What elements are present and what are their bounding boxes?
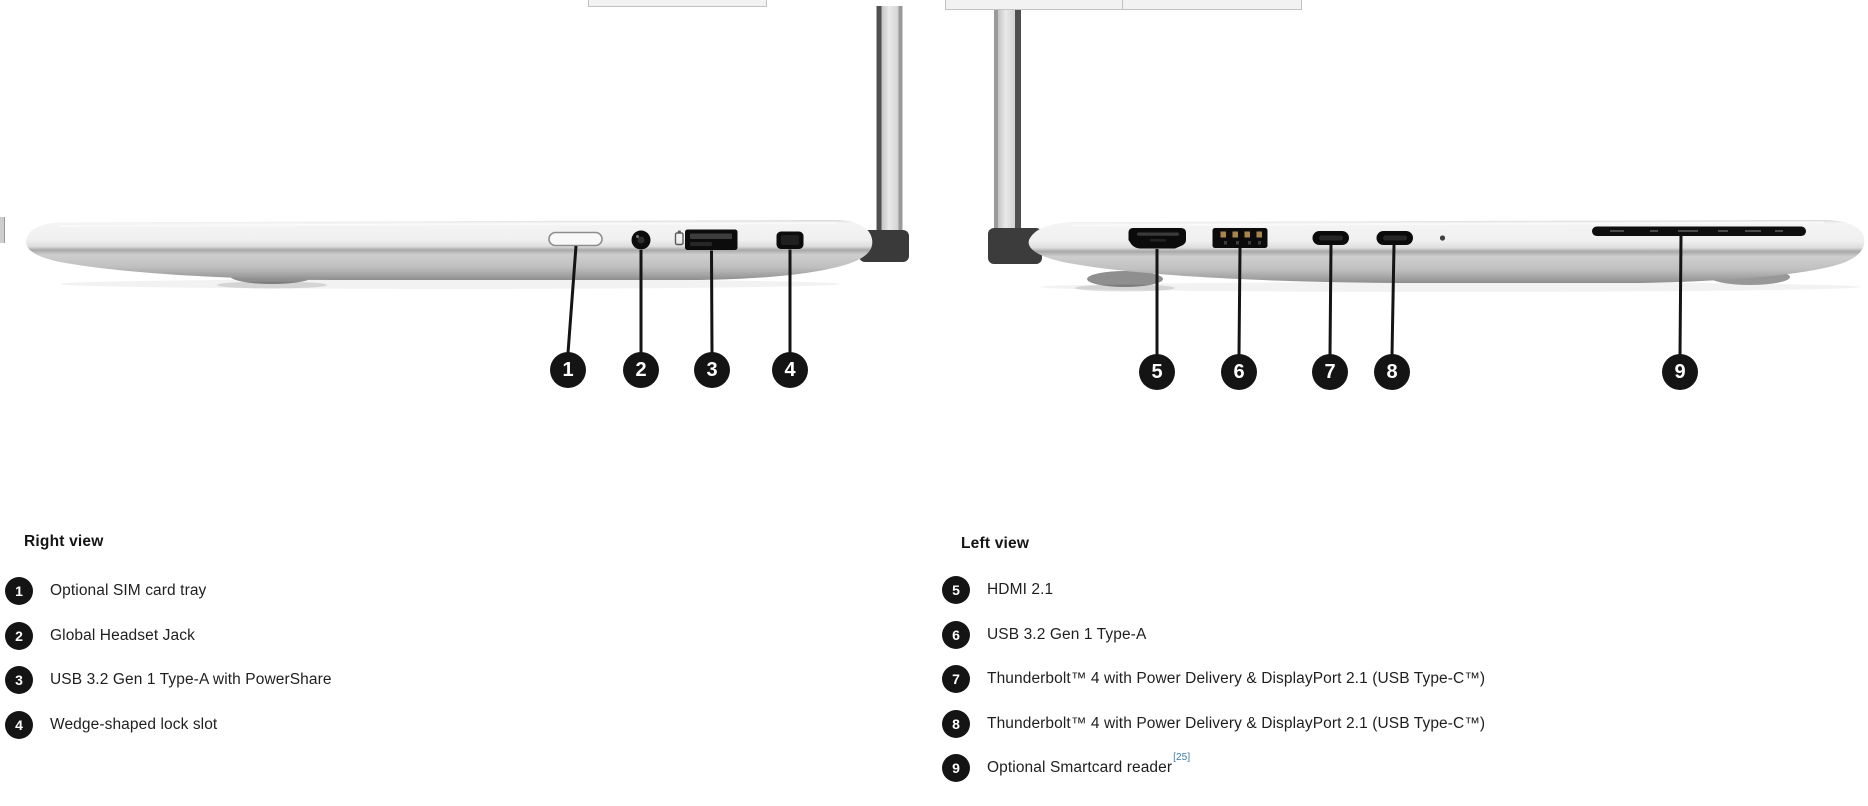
- callout-8: 8: [1374, 354, 1410, 390]
- callout-4: 4: [772, 352, 808, 388]
- legend-item-7: [942, 665, 1485, 693]
- legend-item-text: Optional Smartcard reader: [987, 759, 1173, 777]
- wedge-lock-slot-port: [777, 232, 804, 250]
- foot-shadow: [217, 282, 327, 289]
- legend-number-badge: 9: [942, 754, 970, 782]
- footnote-link[interactable]: [25]: [1173, 752, 1191, 764]
- sim-card-tray-port: [549, 233, 602, 246]
- laptop-base: [26, 220, 872, 280]
- hdmi-port: [1129, 228, 1187, 249]
- callout-1: 1: [550, 352, 586, 388]
- legend-item-label: HDMI 2.1: [987, 581, 1054, 598]
- callout-3: 3: [694, 352, 730, 388]
- callout-6: 6: [1221, 354, 1257, 390]
- left-view-legend-title: Left view: [961, 535, 1030, 552]
- right-view-laptop: [26, 6, 909, 353]
- legend-item-label: Wedge-shaped lock slot: [50, 715, 218, 733]
- legend-item-label: Optional SIM card tray: [50, 582, 207, 599]
- headset-jack-port: [632, 231, 651, 250]
- legend-item-label: Global Headset Jack: [50, 626, 195, 644]
- legend-item-4: [5, 711, 332, 739]
- callout-7: 7: [1312, 354, 1348, 390]
- legend-item-label: USB 3.2 Gen 1 Type-A: [987, 625, 1147, 643]
- usb-a-port: [685, 230, 738, 251]
- laptop-screen-edge: [877, 6, 903, 258]
- left-view-legend: [942, 576, 1485, 799]
- legend-number-badge: 1: [5, 577, 33, 605]
- legend-number-badge: 7: [942, 665, 970, 693]
- legend-item-label: Thunderbolt™ 4 with Power Delivery & DisplayPort 2.1 (USB Type-C™): [987, 670, 1486, 687]
- legend-number-badge: 6: [942, 621, 970, 649]
- callout-2: 2: [623, 352, 659, 388]
- ground-shadow: [60, 279, 840, 289]
- legend-item-label: [987, 752, 1191, 777]
- legend-item-9: [942, 754, 1485, 782]
- callout-5: 5: [1139, 354, 1175, 390]
- legend-number-badge: 3: [5, 666, 33, 694]
- legend-number-badge: 4: [5, 711, 33, 739]
- legend-number-badge: 2: [5, 622, 33, 650]
- microphone-hole: [1440, 235, 1445, 240]
- legend-item-label: Thunderbolt™ 4 with Power Delivery & DisplayPort 2.1 (USB Type-C™): [987, 714, 1486, 732]
- smartcard-reader-slot: [1592, 227, 1806, 237]
- callout-9: 9: [1662, 354, 1698, 390]
- left-view-laptop: [988, 10, 1864, 355]
- legend-item-5: [942, 576, 1485, 604]
- foot-shadow: [1075, 285, 1175, 292]
- legend-number-badge: 8: [942, 710, 970, 738]
- usb-c-port-1: [1313, 231, 1350, 245]
- usb-a-port: [1213, 228, 1268, 248]
- laptop-screen-edge: [994, 10, 1021, 260]
- right-view-legend: [5, 577, 332, 755]
- legend-item-6: [942, 621, 1485, 649]
- right-view-legend-title: Right view: [24, 533, 104, 550]
- legend-number-badge: 5: [942, 576, 970, 604]
- legend-item-label: USB 3.2 Gen 1 Type-A with PowerShare: [50, 671, 332, 688]
- usb-c-port-2: [1377, 231, 1414, 245]
- legend-item-1: [5, 577, 332, 605]
- legend-item-3: [5, 666, 332, 694]
- legend-item-2: [5, 622, 332, 650]
- legend-item-8: [942, 710, 1485, 738]
